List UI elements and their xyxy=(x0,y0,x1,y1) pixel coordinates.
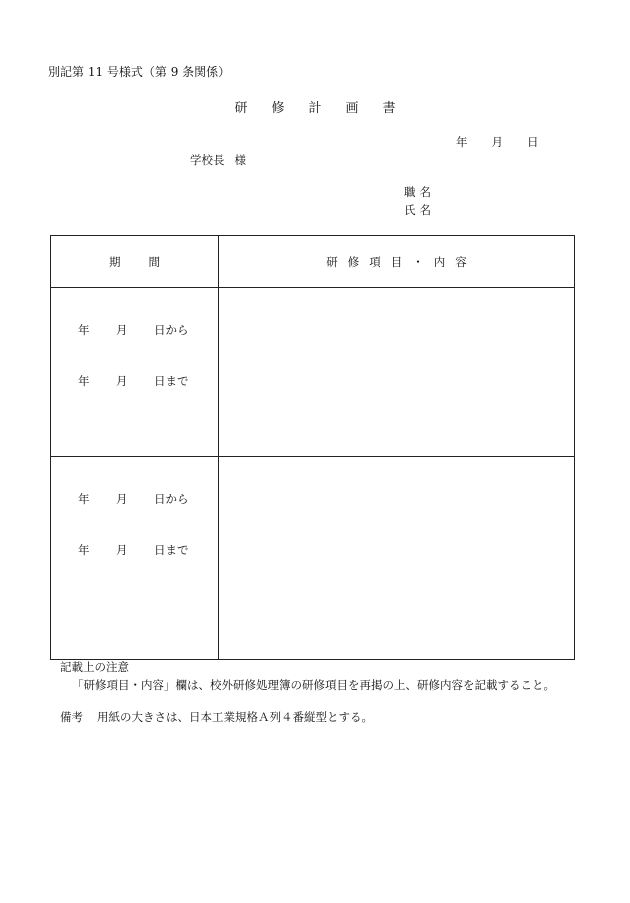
content-header xyxy=(219,236,575,288)
title-char: 研 xyxy=(234,101,248,116)
content-header-char: 研 xyxy=(326,254,338,269)
from-year: 年 xyxy=(78,492,90,506)
from-year: 年 xyxy=(78,323,90,337)
remark-label: 備考 xyxy=(60,710,83,724)
date-year: 年 xyxy=(456,135,468,149)
content-cell[interactable] xyxy=(219,288,575,457)
title-char: 修 xyxy=(271,101,285,116)
content-header-char: ・ xyxy=(412,254,424,269)
training-plan-table xyxy=(50,235,575,660)
form-number: 別記第 11 号様式（第 9 条関係） xyxy=(48,65,231,79)
period-cell[interactable] xyxy=(51,288,219,457)
title-char: 計 xyxy=(308,101,322,116)
to-day: 日まで xyxy=(154,543,189,557)
from-month: 月 xyxy=(116,323,128,337)
title-char: 書 xyxy=(382,101,396,116)
content-header-char: 目 xyxy=(390,254,403,269)
title-char: 画 xyxy=(345,101,359,116)
content-header-char: 修 xyxy=(347,254,360,269)
period-to xyxy=(78,376,189,388)
from-day: 日から xyxy=(154,323,189,337)
name-label-char: 名 xyxy=(419,203,431,217)
date-day: 日 xyxy=(527,135,539,149)
content-header-char: 項 xyxy=(369,254,381,269)
period-header xyxy=(51,236,219,288)
table-header-row xyxy=(51,236,575,288)
name-field xyxy=(404,205,435,217)
post-label-char: 名 xyxy=(419,185,431,199)
period-from xyxy=(78,494,189,506)
content-header-char: 容 xyxy=(455,254,467,269)
content-header-char: 内 xyxy=(433,254,446,269)
table-row xyxy=(51,288,575,457)
period-from xyxy=(78,325,189,337)
from-month: 月 xyxy=(116,492,128,506)
addressee-name: 学校長 xyxy=(190,153,225,167)
period-header-char: 期 xyxy=(109,254,121,269)
notes-body: 「研修項目・内容」欄は、校外研修処理簿の研修項目を再掲の上、研修内容を記載すること。 xyxy=(72,678,555,692)
period-to xyxy=(78,545,189,557)
from-day: 日から xyxy=(154,492,189,506)
period-cell[interactable] xyxy=(51,457,219,660)
period-header-char: 間 xyxy=(148,254,160,269)
addressee xyxy=(190,155,246,167)
table-row xyxy=(51,457,575,660)
date-line xyxy=(456,137,539,149)
document-title xyxy=(0,102,630,115)
to-year: 年 xyxy=(78,374,90,388)
content-cell[interactable] xyxy=(219,457,575,660)
to-day: 日まで xyxy=(154,374,189,388)
to-month: 月 xyxy=(116,374,128,388)
date-month: 月 xyxy=(491,135,503,149)
name-label-char: 氏 xyxy=(404,203,416,217)
to-month: 月 xyxy=(116,543,128,557)
notes-heading: 記載上の注意 xyxy=(60,660,129,674)
remark-text: 用紙の大きさは、日本工業規格Ａ列４番縦型とする。 xyxy=(97,710,373,724)
post-label-char: 職 xyxy=(404,185,416,199)
to-year: 年 xyxy=(78,543,90,557)
post-field xyxy=(404,187,435,199)
remark xyxy=(60,712,373,724)
addressee-honorific: 様 xyxy=(234,153,246,167)
